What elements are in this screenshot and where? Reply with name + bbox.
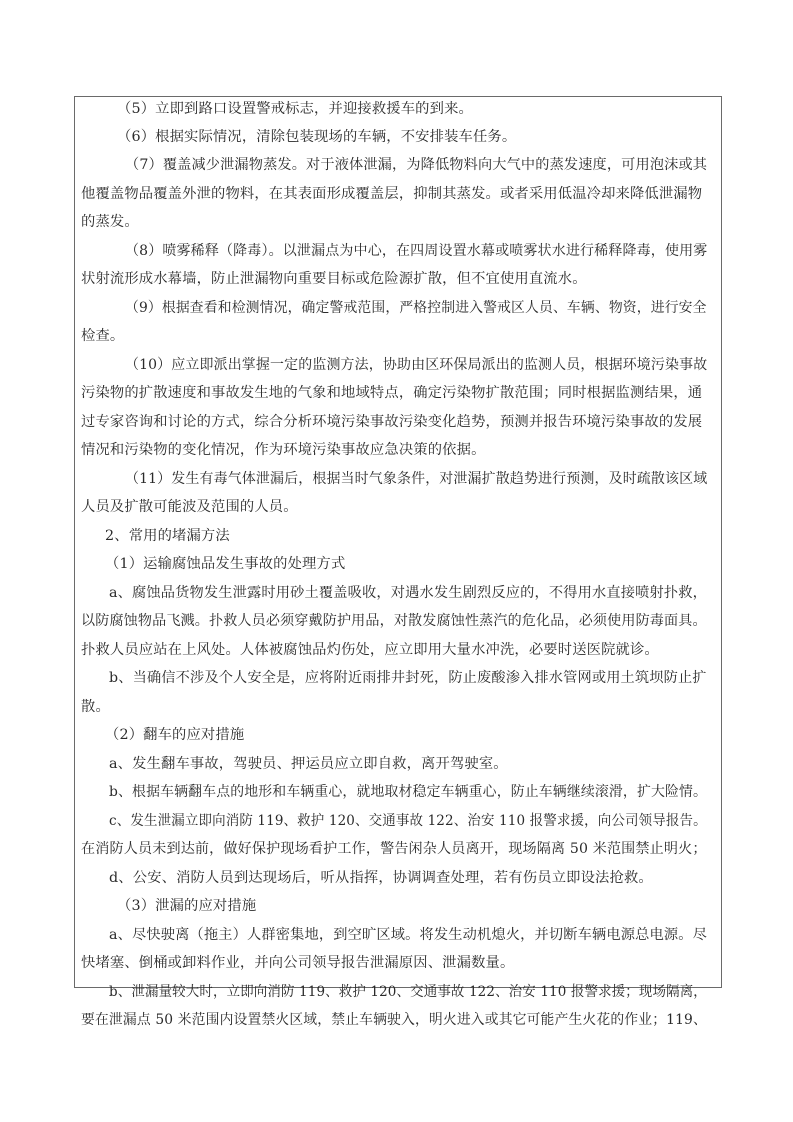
list-item-line: a、尽快驶离（拖主）人群密集地，到空旷区域。将发生动机熄火，并切断车辆电源总电源。尽 [109,927,707,943]
list-item-line: b、当确信不涉及个人安全是，应将附近雨排井封死，防止废酸渗入排水管网或用土筑坝防止扩 [109,670,707,686]
subsection-heading: （1）运输腐蚀品发生事故的处理方式 [105,556,346,572]
list-item-line: （11）发生有毒气体泄漏后，根据当时气象条件，对泄漏扩散趋势进行预测，及时疏散该区域 [125,471,708,487]
paragraph-continuation-line: 在消防人员未到达前，做好保护现场看护工作，警告闲杂人员离开，现场隔离 50 米范围禁止明火； [81,841,707,857]
document-frame [74,96,722,1028]
paragraph-continuation-line: 检查。 [81,328,125,344]
paragraph-continuation-line: 以防腐蚀物品飞溅。扑救人员必须穿戴防护用品，对散发腐蚀性蒸汽的危化品，必须使用防毒面具。 [81,613,707,629]
paragraph-continuation-line: 扑救人员应站在上风处。人体被腐蚀品灼伤处，应立即用大量水冲洗，必要时送医院就诊。 [81,642,659,658]
list-item-line: （8）喷雾稀释（降毒）。以泄漏点为中心，在四周设置水幕或喷雾状水进行稀释降毒，使用雾 [125,243,708,259]
paragraph-continuation-line: 快堵塞、倒桶或卸料作业，并向公司领导报告泄漏原因、泄漏数量。 [81,955,515,971]
paragraph-continuation-line: 他覆盖物品覆盖外泄的物料，在其表面形成覆盖层，抑制其蒸发。或者采用低温冷却来降低泄漏物 [81,186,703,202]
list-item-line: a、发生翻车事故，驾驶员、押运员应立即自救，离开驾驶室。 [109,756,508,772]
list-item-line: （7）覆盖减少泄漏物蒸发。对于液体泄漏，为降低物料向大气中的蒸发速度，可用泡沫或其 [125,157,708,173]
subsection-heading: （3）泄漏的应对措施 [117,898,257,914]
subsection-heading: （2）翻车的应对措施 [105,727,245,743]
paragraph-continuation-line: 状射流形成水幕墙，防止泄漏物向重要目标或危险源扩散，但不宜使用直流水。 [81,271,587,287]
paragraph-continuation-line: 散。 [81,699,110,715]
paragraph-continuation-line: 人员及扩散可能波及范围的人员。 [81,499,298,515]
paragraph-continuation-line: 过专家咨询和讨论的方式，综合分析环境污染事故污染变化趋势，预测并报告环境污染事故的发展 [81,414,703,430]
list-item-line: （5）立即到路口设置警戒标志，并迎接救援车的到来。 [117,101,473,117]
list-item-line: b、根据车辆翻车点的地形和车辆重心，就地取材稳定车辆重心，防止车辆继续滚滑，扩大险情。 [109,784,708,800]
paragraph-continuation-line: 情况和污染物的变化情况，作为环境污染事故应急决策的依据。 [81,442,486,458]
list-item-line: a、腐蚀品货物发生泄露时用砂土覆盖吸收，对遇水发生剧烈反应的，不得用水直接喷射扑救， [109,585,707,601]
list-item-line: d、公安、消防人员到达现场后，听从指挥，协调调查处理，若有伤员立即设法抢救。 [109,870,653,886]
paragraph-continuation-line: 污染物的扩散速度和事故发生地的气象和地域特点，确定污染物扩散范围；同时根据监测结果，通 [81,385,703,401]
list-item-line: b、泄漏量较大时，立即向消防 119、救护 120、交通事故 122、治安 110 报警求援；现场隔离， [109,984,707,1000]
section-heading: 2、常用的堵漏方法 [105,528,230,544]
paragraph-continuation-line: 要在泄漏点 50 米范围内设置禁火区域，禁止车辆驶入，明火进入或其它可能产生火花的作业；119、 [81,1012,707,1028]
list-item-line: （9）根据查看和检测情况，确定警戒范围，严格控制进入警戒区人员、车辆、物资，进行安全 [125,300,707,316]
paragraph-continuation-line: 的蒸发。 [81,214,139,230]
list-item-line: c、发生泄漏立即向消防 119、救护 120、交通事故 122、治安 110 报警求援，向公司领导报告。 [109,813,707,829]
list-item-line: （10）应立即派出掌握一定的监测方法，协助由区环保局派出的监测人员，根据环境污染事故 [125,357,708,373]
list-item-line: （6）根据实际情况，清除包装现场的车辆，不安排装车任务。 [117,129,517,145]
